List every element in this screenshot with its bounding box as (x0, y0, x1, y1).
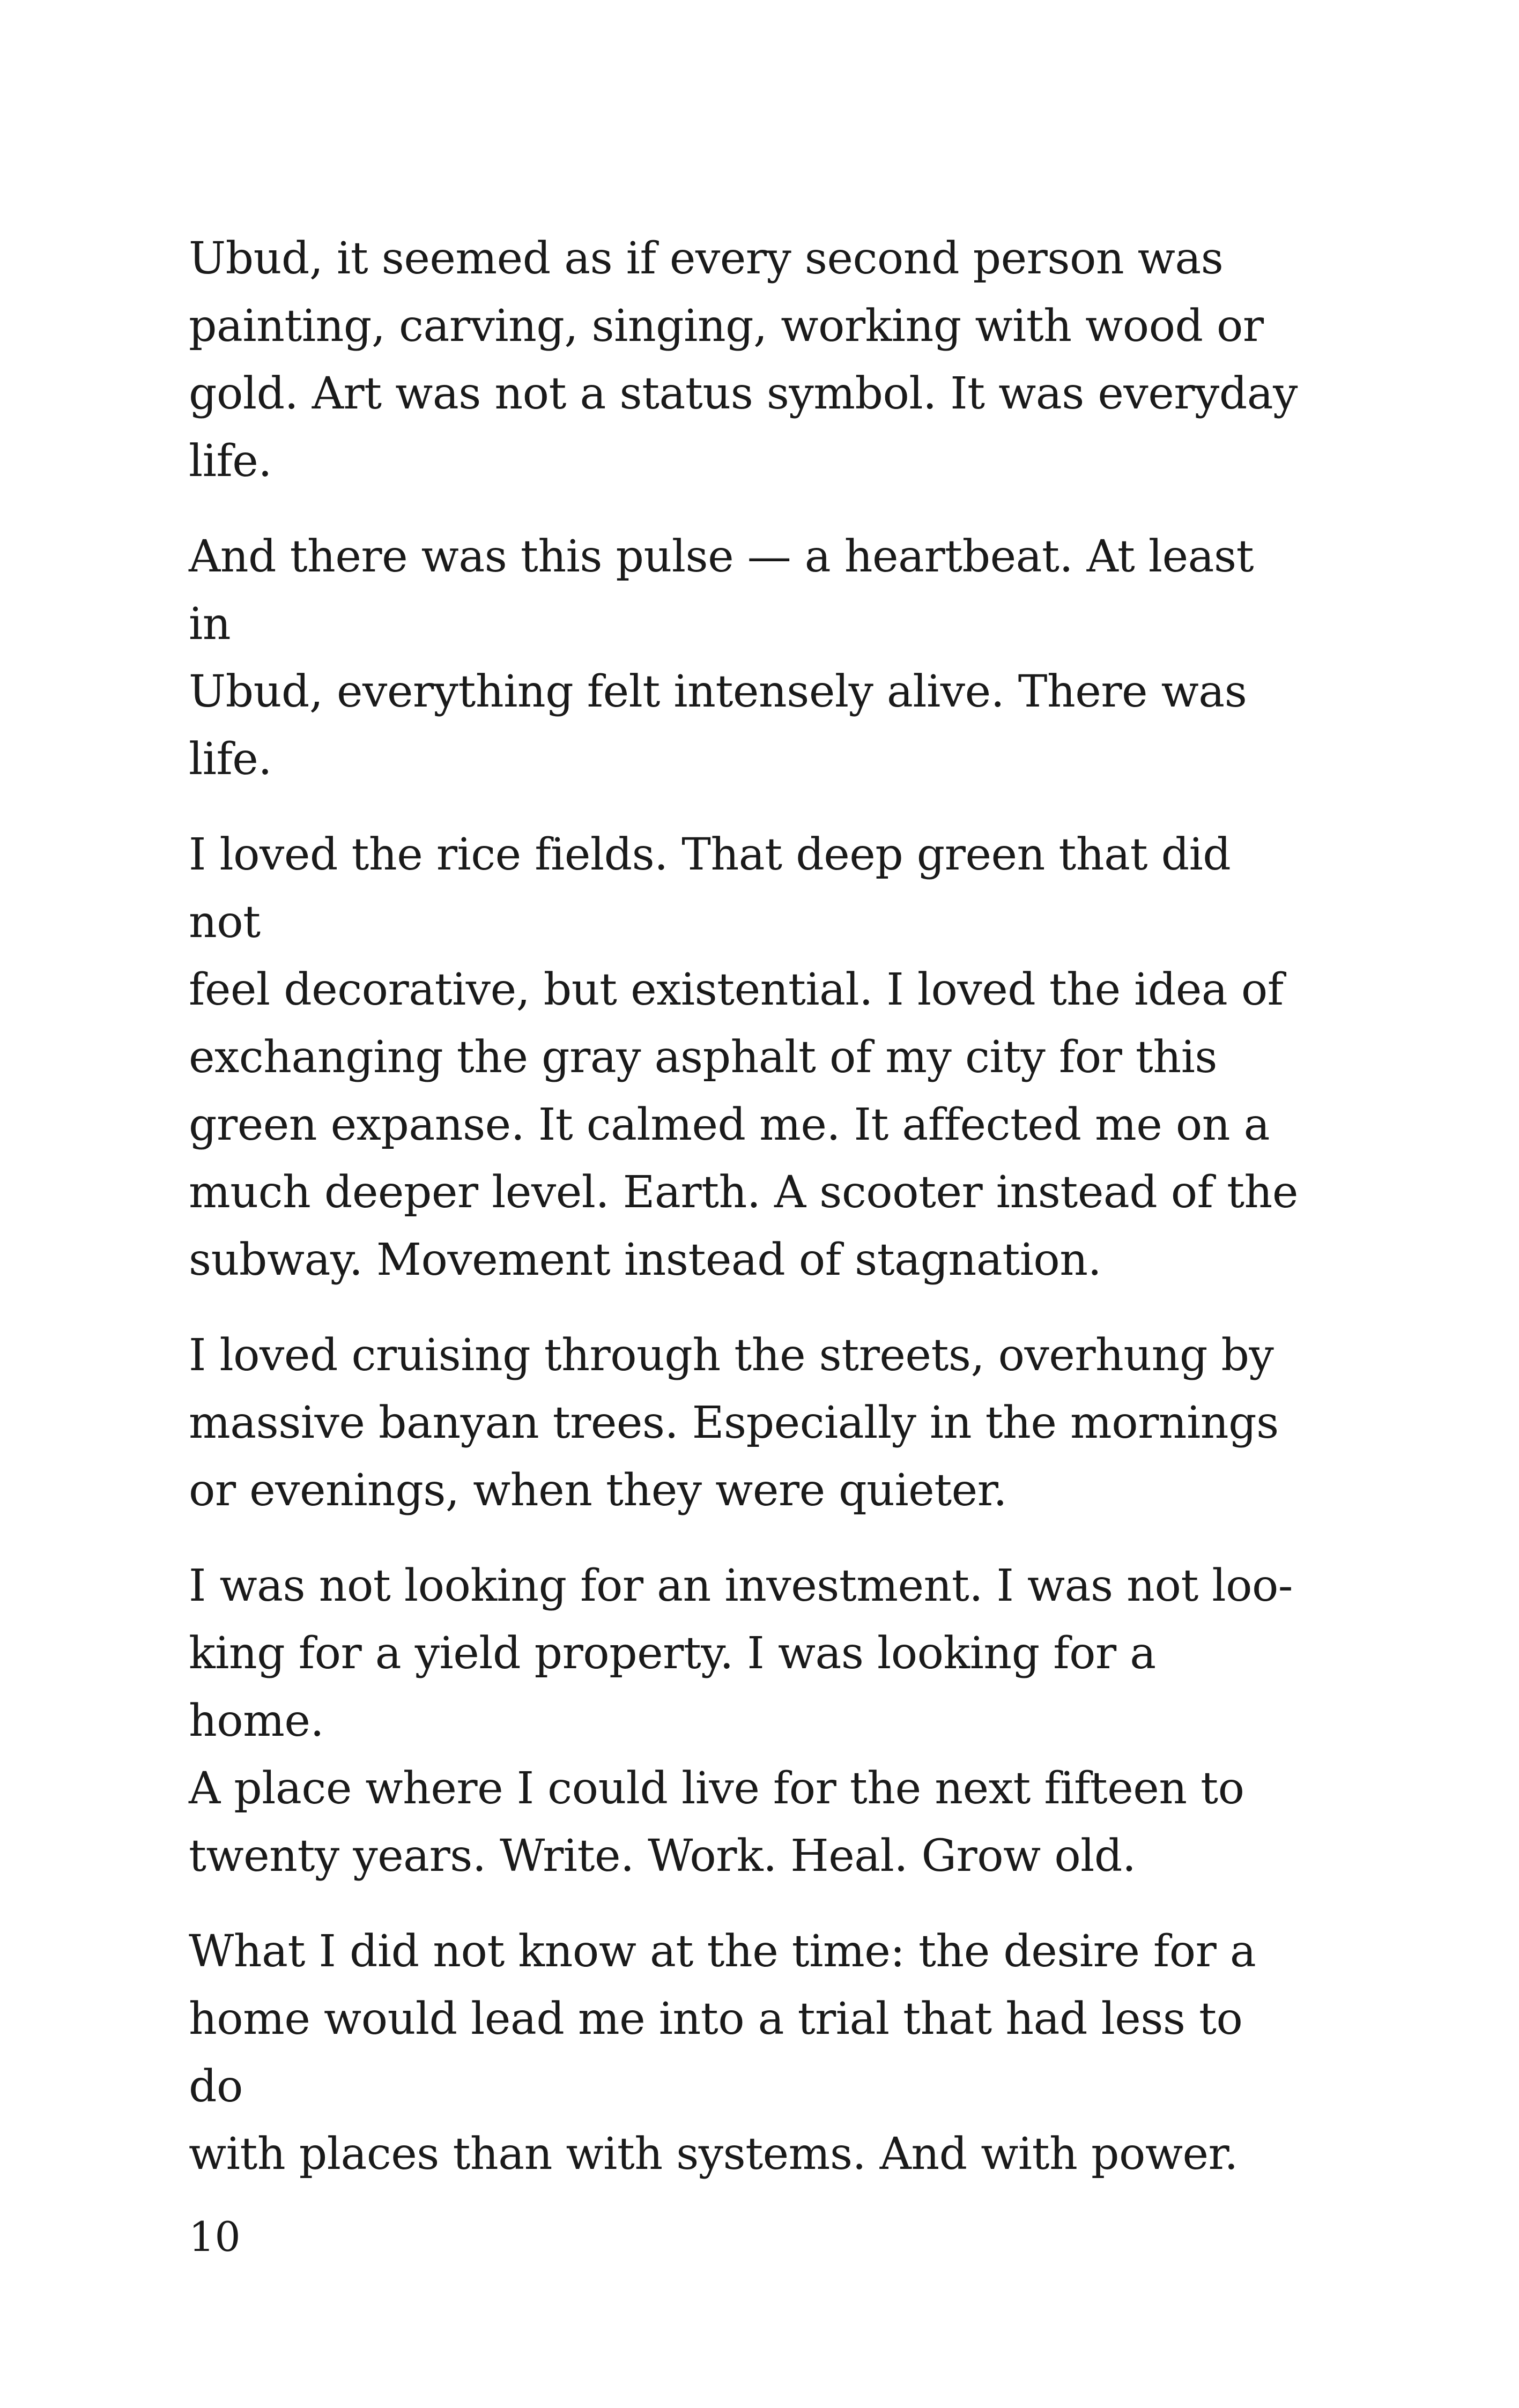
paragraph: Ubud, it seemed as if every second person was painting, carving, singing, working with wood or gold. Art was not a status symbol. It was everyday life. (189, 233, 1298, 487)
paragraph: I loved the rice fields. That deep green that did not feel decorative, but existential. I loved the idea of exchanging the gray asphalt of my city for this green expanse. It calmed me. It affected me on a much deeper level. Earth. A scooter instead of the subway. Movement instead of stagnation. (189, 829, 1298, 1285)
paragraph: And there was this pulse — a heartbeat. At least in Ubud, everything felt intensely alive. There was life. (189, 531, 1254, 785)
body-text (189, 225, 1304, 2216)
paragraph: I loved cruising through the streets, overhung by massive banyan trees. Especially in the mornings or evenings, when they were quieter. (189, 1330, 1279, 1516)
page-number: 10 (189, 2213, 241, 2261)
paragraph: I was not looking for an investment. I was not loo- king for a yield property. I was looking for a home. A place where I could live for the next fifteen to twenty years. Write. Work. Heal. Grow old. (189, 1560, 1293, 1882)
paragraph: What I did not know at the time: the desire for a home would lead me into a trial that had less to do with places than with systems. And with power. (189, 1926, 1256, 2180)
